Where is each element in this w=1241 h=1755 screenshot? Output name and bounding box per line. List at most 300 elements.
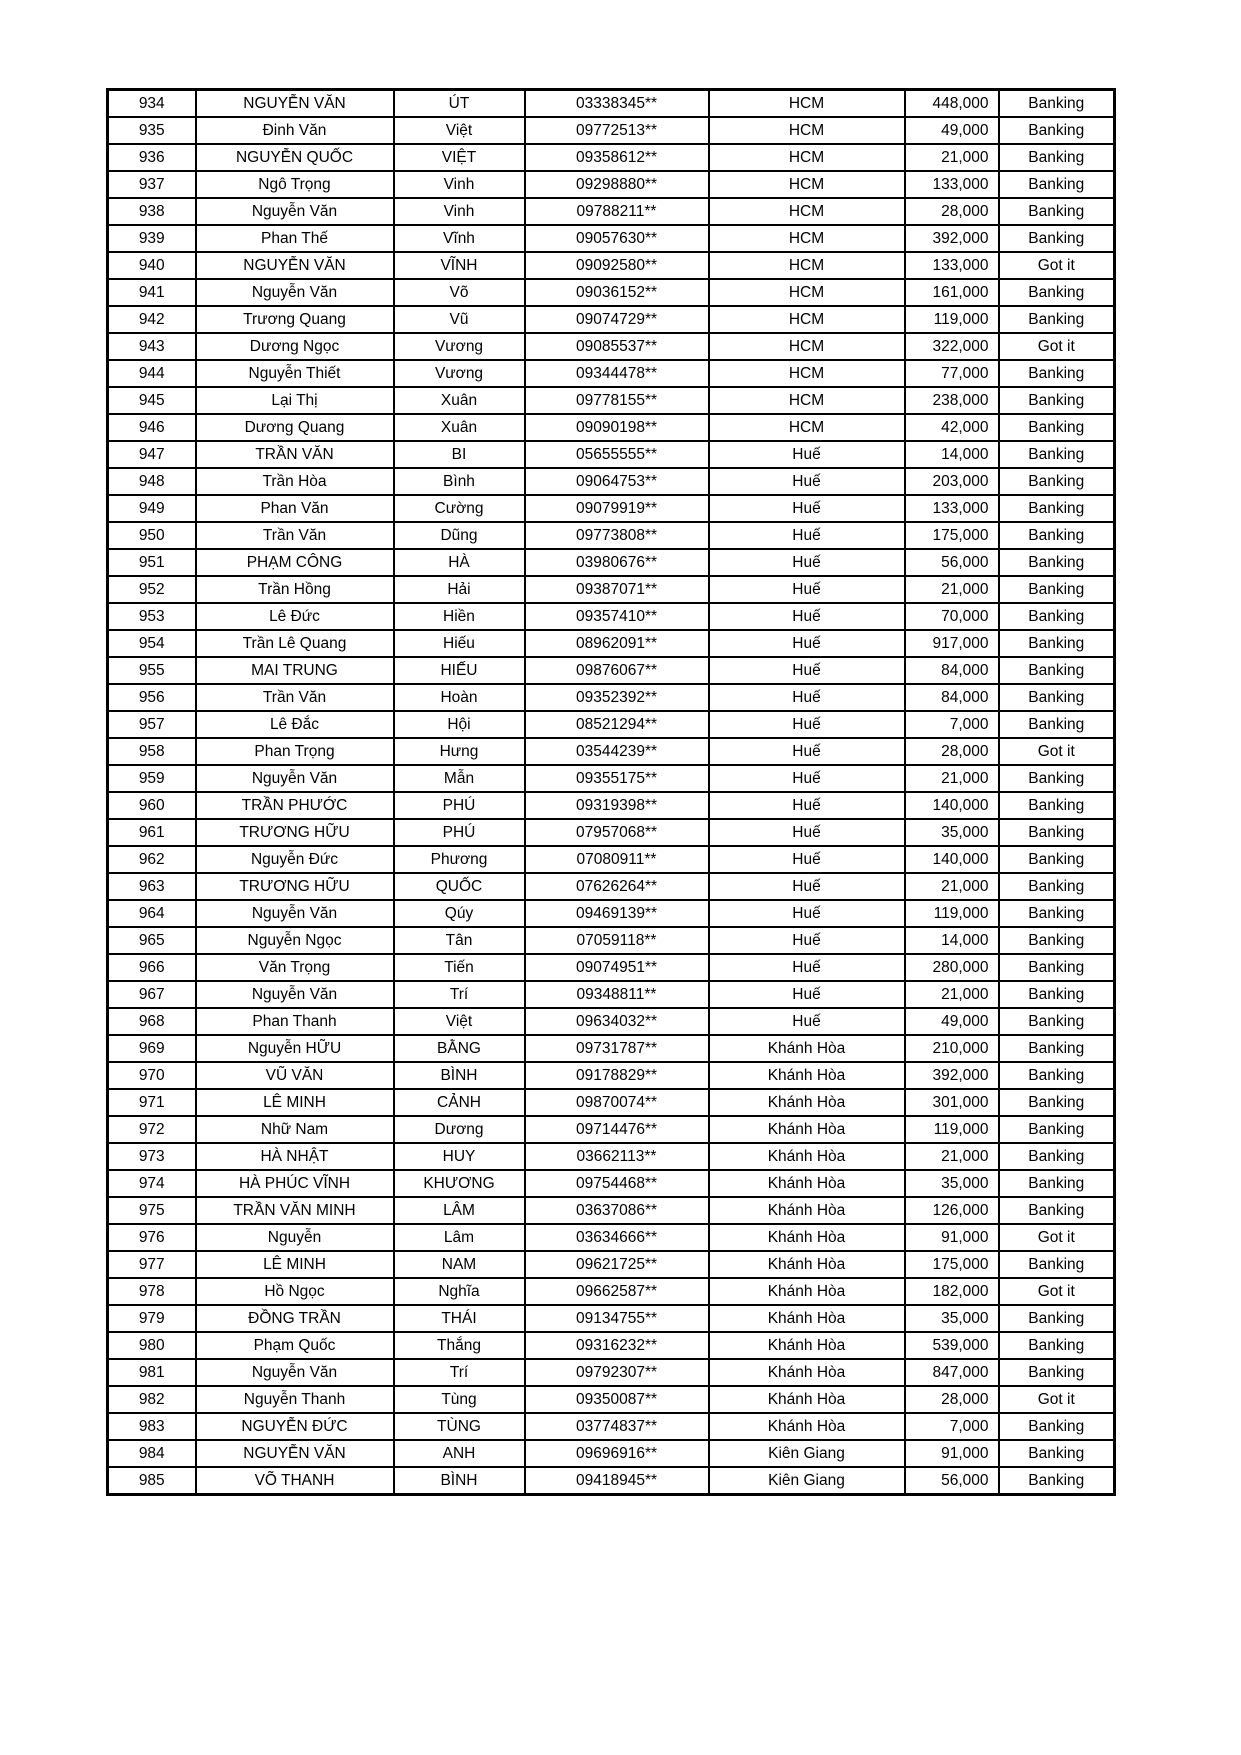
cell-id: 964 [108,900,196,927]
cell-amount: 133,000 [905,252,999,279]
cell-amount: 301,000 [905,1089,999,1116]
cell-amount: 238,000 [905,387,999,414]
cell-city: HCM [709,252,905,279]
cell-phone: 03980676** [525,549,709,576]
cell-amount: 84,000 [905,657,999,684]
cell-first-name: Phạm Quốc [196,1332,394,1359]
cell-status: Banking [999,792,1115,819]
cell-id: 941 [108,279,196,306]
cell-last-name: CẢNH [394,1089,525,1116]
cell-city: HCM [709,171,905,198]
cell-amount: 133,000 [905,495,999,522]
table-row [108,1170,1115,1197]
cell-first-name: Nguyễn Văn [196,279,394,306]
cell-city: Khánh Hòa [709,1143,905,1170]
cell-last-name: Trí [394,1359,525,1386]
cell-status: Banking [999,576,1115,603]
cell-phone: 09092580** [525,252,709,279]
cell-status: Banking [999,387,1115,414]
cell-first-name: Lê Đắc [196,711,394,738]
cell-phone: 09064753** [525,468,709,495]
cell-phone: 09355175** [525,765,709,792]
cell-status: Banking [999,1143,1115,1170]
cell-last-name: TÙNG [394,1413,525,1440]
cell-status: Banking [999,1197,1115,1224]
cell-status: Banking [999,306,1115,333]
cell-amount: 280,000 [905,954,999,981]
cell-status: Banking [999,279,1115,306]
cell-amount: 14,000 [905,927,999,954]
cell-last-name: Võ [394,279,525,306]
cell-city: Huế [709,657,905,684]
table-row [108,657,1115,684]
cell-amount: 847,000 [905,1359,999,1386]
cell-last-name: Tân [394,927,525,954]
cell-first-name: Trần Hòa [196,468,394,495]
cell-phone: 09772513** [525,117,709,144]
cell-phone: 07059118** [525,927,709,954]
table-body [108,90,1115,1495]
cell-status: Banking [999,522,1115,549]
cell-id: 937 [108,171,196,198]
cell-phone: 09876067** [525,657,709,684]
cell-last-name: Xuân [394,414,525,441]
table-row [108,819,1115,846]
cell-status: Banking [999,225,1115,252]
table-row [108,1332,1115,1359]
table-row [108,711,1115,738]
table-row [108,765,1115,792]
cell-first-name: Phan Trọng [196,738,394,765]
cell-last-name: PHÚ [394,819,525,846]
cell-last-name: QUỐC [394,873,525,900]
cell-city: HCM [709,306,905,333]
cell-last-name: ÚT [394,90,525,118]
cell-phone: 09788211** [525,198,709,225]
cell-phone: 09387071** [525,576,709,603]
table-row [108,603,1115,630]
table-row [108,90,1115,118]
cell-city: Huế [709,846,905,873]
cell-amount: 21,000 [905,1143,999,1170]
cell-first-name: Trần Văn [196,522,394,549]
cell-phone: 07957068** [525,819,709,846]
cell-city: Khánh Hòa [709,1278,905,1305]
cell-phone: 09358612** [525,144,709,171]
cell-status: Banking [999,1008,1115,1035]
cell-status: Banking [999,846,1115,873]
cell-first-name: NGUYỄN VĂN [196,1440,394,1467]
cell-first-name: TRẦN VĂN MINH [196,1197,394,1224]
cell-last-name: HÀ [394,549,525,576]
cell-first-name: Dương Quang [196,414,394,441]
cell-id: 961 [108,819,196,846]
cell-id: 954 [108,630,196,657]
cell-status: Banking [999,873,1115,900]
cell-phone: 09731787** [525,1035,709,1062]
table-row [108,1197,1115,1224]
cell-id: 977 [108,1251,196,1278]
cell-last-name: Phương [394,846,525,873]
table-row [108,225,1115,252]
cell-amount: 126,000 [905,1197,999,1224]
cell-id: 948 [108,468,196,495]
cell-city: HCM [709,90,905,118]
cell-phone: 09074951** [525,954,709,981]
cell-id: 969 [108,1035,196,1062]
cell-city: Khánh Hòa [709,1305,905,1332]
cell-city: Huế [709,522,905,549]
cell-phone: 09696916** [525,1440,709,1467]
cell-city: Khánh Hòa [709,1332,905,1359]
table-row [108,1386,1115,1413]
cell-id: 975 [108,1197,196,1224]
cell-amount: 7,000 [905,1413,999,1440]
cell-phone: 09754468** [525,1170,709,1197]
cell-phone: 09348811** [525,981,709,1008]
cell-phone: 07626264** [525,873,709,900]
cell-id: 957 [108,711,196,738]
cell-first-name: Đinh Văn [196,117,394,144]
table-row [108,198,1115,225]
cell-id: 979 [108,1305,196,1332]
cell-first-name: Phan Thế [196,225,394,252]
cell-first-name: Nhữ Nam [196,1116,394,1143]
cell-first-name: HÀ PHÚC VĨNH [196,1170,394,1197]
cell-city: Khánh Hòa [709,1062,905,1089]
cell-last-name: Việt [394,117,525,144]
cell-first-name: Nguyễn Văn [196,198,394,225]
cell-last-name: LÂM [394,1197,525,1224]
cell-amount: 35,000 [905,1170,999,1197]
cell-phone: 09773808** [525,522,709,549]
cell-status: Banking [999,819,1115,846]
cell-last-name: Qúy [394,900,525,927]
cell-status: Got it [999,1386,1115,1413]
cell-phone: 09036152** [525,279,709,306]
table-row [108,171,1115,198]
cell-phone: 09662587** [525,1278,709,1305]
table-row [108,1278,1115,1305]
cell-first-name: Nguyễn Văn [196,1359,394,1386]
cell-amount: 140,000 [905,846,999,873]
cell-first-name: Trần Lê Quang [196,630,394,657]
cell-phone: 03544239** [525,738,709,765]
cell-amount: 56,000 [905,549,999,576]
cell-amount: 84,000 [905,684,999,711]
cell-city: Huế [709,468,905,495]
cell-last-name: HUY [394,1143,525,1170]
cell-status: Banking [999,1170,1115,1197]
cell-phone: 09085537** [525,333,709,360]
table-row [108,1251,1115,1278]
cell-amount: 49,000 [905,117,999,144]
cell-first-name: Nguyễn Văn [196,900,394,927]
table-row [108,144,1115,171]
cell-phone: 09134755** [525,1305,709,1332]
cell-id: 965 [108,927,196,954]
cell-amount: 56,000 [905,1467,999,1495]
cell-city: Khánh Hòa [709,1170,905,1197]
table-row [108,954,1115,981]
cell-status: Banking [999,549,1115,576]
cell-city: Khánh Hòa [709,1116,905,1143]
cell-last-name: Nghĩa [394,1278,525,1305]
cell-status: Banking [999,1413,1115,1440]
cell-phone: 09090198** [525,414,709,441]
cell-status: Banking [999,657,1115,684]
cell-last-name: Việt [394,1008,525,1035]
cell-last-name: PHÚ [394,792,525,819]
cell-status: Banking [999,1035,1115,1062]
cell-id: 981 [108,1359,196,1386]
cell-id: 945 [108,387,196,414]
cell-status: Banking [999,360,1115,387]
cell-status: Banking [999,900,1115,927]
cell-phone: 09352392** [525,684,709,711]
cell-phone: 03662113** [525,1143,709,1170]
cell-amount: 161,000 [905,279,999,306]
cell-id: 946 [108,414,196,441]
cell-status: Banking [999,441,1115,468]
cell-amount: 175,000 [905,1251,999,1278]
table-row [108,387,1115,414]
cell-first-name: Nguyễn [196,1224,394,1251]
cell-id: 950 [108,522,196,549]
cell-id: 980 [108,1332,196,1359]
table-row [108,576,1115,603]
table-row [108,495,1115,522]
cell-first-name: TRƯƠNG HỮU [196,873,394,900]
cell-first-name: NGUYỄN QUỐC [196,144,394,171]
cell-last-name: Lâm [394,1224,525,1251]
cell-phone: 09714476** [525,1116,709,1143]
cell-phone: 09418945** [525,1467,709,1495]
cell-last-name: Vương [394,360,525,387]
cell-amount: 21,000 [905,981,999,1008]
cell-first-name: Hồ Ngọc [196,1278,394,1305]
cell-phone: 08521294** [525,711,709,738]
cell-phone: 09079919** [525,495,709,522]
table-row [108,684,1115,711]
cell-amount: 182,000 [905,1278,999,1305]
cell-first-name: VÕ THANH [196,1467,394,1495]
cell-status: Banking [999,603,1115,630]
cell-id: 962 [108,846,196,873]
cell-first-name: LÊ MINH [196,1251,394,1278]
cell-city: Huế [709,495,905,522]
cell-status: Banking [999,1359,1115,1386]
cell-first-name: Phan Thanh [196,1008,394,1035]
cell-city: Huế [709,792,905,819]
cell-city: Khánh Hòa [709,1386,905,1413]
cell-city: HCM [709,279,905,306]
cell-first-name: Lê Đức [196,603,394,630]
cell-id: 956 [108,684,196,711]
cell-id: 976 [108,1224,196,1251]
table-row [108,306,1115,333]
cell-phone: 08962091** [525,630,709,657]
cell-status: Banking [999,414,1115,441]
cell-last-name: THÁI [394,1305,525,1332]
cell-last-name: BÌNH [394,1467,525,1495]
cell-id: 939 [108,225,196,252]
cell-amount: 21,000 [905,765,999,792]
cell-id: 972 [108,1116,196,1143]
cell-id: 971 [108,1089,196,1116]
cell-status: Banking [999,1332,1115,1359]
cell-last-name: VĨNH [394,252,525,279]
cell-last-name: Vĩnh [394,225,525,252]
cell-last-name: Hưng [394,738,525,765]
cell-id: 943 [108,333,196,360]
table-row [108,738,1115,765]
cell-last-name: HIẾU [394,657,525,684]
table-row [108,873,1115,900]
cell-phone: 09621725** [525,1251,709,1278]
cell-city: Khánh Hòa [709,1413,905,1440]
cell-amount: 35,000 [905,1305,999,1332]
cell-first-name: Nguyễn Đức [196,846,394,873]
cell-city: Huế [709,630,905,657]
table-row [108,1224,1115,1251]
cell-amount: 91,000 [905,1440,999,1467]
cell-phone: 09778155** [525,387,709,414]
cell-id: 953 [108,603,196,630]
cell-first-name: MAI TRUNG [196,657,394,684]
cell-id: 982 [108,1386,196,1413]
cell-id: 959 [108,765,196,792]
cell-amount: 49,000 [905,1008,999,1035]
cell-amount: 210,000 [905,1035,999,1062]
cell-last-name: Hoàn [394,684,525,711]
cell-first-name: Nguyễn HỮU [196,1035,394,1062]
table-row [108,1062,1115,1089]
cell-amount: 203,000 [905,468,999,495]
cell-last-name: BI [394,441,525,468]
cell-amount: 448,000 [905,90,999,118]
cell-status: Banking [999,927,1115,954]
cell-status: Banking [999,1062,1115,1089]
cell-id: 944 [108,360,196,387]
cell-first-name: TRẦN VĂN [196,441,394,468]
table-row [108,630,1115,657]
cell-phone: 03338345** [525,90,709,118]
cell-city: HCM [709,144,905,171]
cell-id: 934 [108,90,196,118]
table-row [108,792,1115,819]
table-row [108,981,1115,1008]
cell-amount: 70,000 [905,603,999,630]
cell-id: 940 [108,252,196,279]
table-row [108,1089,1115,1116]
cell-amount: 35,000 [905,819,999,846]
cell-id: 985 [108,1467,196,1495]
cell-city: Khánh Hòa [709,1251,905,1278]
cell-id: 984 [108,1440,196,1467]
cell-amount: 42,000 [905,414,999,441]
cell-last-name: Thắng [394,1332,525,1359]
cell-city: Huế [709,765,905,792]
cell-id: 960 [108,792,196,819]
cell-first-name: Nguyễn Ngọc [196,927,394,954]
cell-city: Khánh Hòa [709,1089,905,1116]
cell-first-name: Trần Hồng [196,576,394,603]
cell-phone: 09178829** [525,1062,709,1089]
cell-last-name: Trí [394,981,525,1008]
cell-status: Banking [999,1089,1115,1116]
cell-amount: 133,000 [905,171,999,198]
cell-city: HCM [709,225,905,252]
cell-city: Huế [709,603,905,630]
cell-city: HCM [709,117,905,144]
cell-city: Kiên Giang [709,1440,905,1467]
table-row [108,1359,1115,1386]
cell-first-name: Lại Thị [196,387,394,414]
table-row [108,900,1115,927]
cell-city: Khánh Hòa [709,1359,905,1386]
cell-last-name: Hội [394,711,525,738]
table-row [108,1413,1115,1440]
cell-phone: 03634666** [525,1224,709,1251]
cell-city: HCM [709,198,905,225]
contact-table [106,88,1116,1496]
table-row [108,846,1115,873]
cell-amount: 175,000 [905,522,999,549]
cell-amount: 119,000 [905,900,999,927]
cell-amount: 539,000 [905,1332,999,1359]
table-row [108,414,1115,441]
cell-status: Banking [999,1467,1115,1495]
cell-last-name: Hiếu [394,630,525,657]
cell-first-name: Ngô Trọng [196,171,394,198]
cell-city: HCM [709,414,905,441]
table-row [108,1305,1115,1332]
cell-amount: 7,000 [905,711,999,738]
cell-last-name: Mẫn [394,765,525,792]
cell-amount: 77,000 [905,360,999,387]
cell-phone: 09469139** [525,900,709,927]
cell-status: Got it [999,1224,1115,1251]
cell-amount: 28,000 [905,1386,999,1413]
cell-amount: 21,000 [905,873,999,900]
cell-phone: 09319398** [525,792,709,819]
cell-amount: 119,000 [905,1116,999,1143]
cell-phone: 09074729** [525,306,709,333]
cell-city: Huế [709,819,905,846]
cell-city: Khánh Hòa [709,1197,905,1224]
cell-city: HCM [709,387,905,414]
table-row [108,927,1115,954]
cell-first-name: LÊ MINH [196,1089,394,1116]
cell-id: 963 [108,873,196,900]
cell-status: Banking [999,1251,1115,1278]
cell-phone: 05655555** [525,441,709,468]
cell-id: 955 [108,657,196,684]
cell-status: Banking [999,954,1115,981]
cell-id: 951 [108,549,196,576]
cell-status: Banking [999,495,1115,522]
cell-phone: 09357410** [525,603,709,630]
cell-status: Banking [999,630,1115,657]
cell-status: Got it [999,252,1115,279]
table-row [108,522,1115,549]
cell-id: 935 [108,117,196,144]
cell-city: Khánh Hòa [709,1035,905,1062]
cell-last-name: Vương [394,333,525,360]
cell-city: Huế [709,954,905,981]
cell-amount: 28,000 [905,738,999,765]
